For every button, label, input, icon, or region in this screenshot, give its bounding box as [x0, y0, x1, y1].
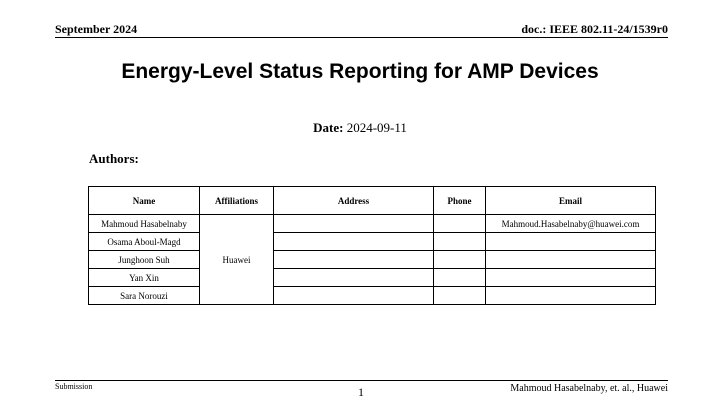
header-divider: [55, 37, 668, 38]
author-address: [274, 233, 434, 251]
column-header-affiliations: Affiliations: [200, 187, 274, 215]
author-affiliation: Huawei: [200, 215, 274, 305]
column-header-address: Address: [274, 187, 434, 215]
author-phone: [434, 251, 486, 269]
author-email: [486, 269, 656, 287]
author-email: [486, 287, 656, 305]
table-row: [89, 233, 656, 251]
page-number: 1: [358, 385, 364, 399]
author-name: Sara Norouzi: [89, 287, 200, 305]
author-address: [274, 269, 434, 287]
author-phone: [434, 215, 486, 233]
author-phone: [434, 269, 486, 287]
author-address: [274, 251, 434, 269]
table-row: [89, 287, 656, 305]
footer-divider: [55, 380, 668, 381]
column-header-phone: Phone: [434, 187, 486, 215]
header-date: September 2024: [55, 22, 138, 36]
authors-table: [88, 186, 656, 305]
author-address: [274, 215, 434, 233]
header-doc-id: doc.: IEEE 802.11-24/1539r0: [521, 22, 668, 36]
author-phone: [434, 287, 486, 305]
author-name: Osama Aboul-Magd: [89, 233, 200, 251]
column-header-email: Email: [486, 187, 656, 215]
table-row: [89, 251, 656, 269]
author-phone: [434, 233, 486, 251]
column-header-name: Name: [89, 187, 200, 215]
slide-title: Energy-Level Status Reporting for AMP Devices: [121, 60, 599, 83]
author-name: Mahmoud Hasabelnaby: [89, 215, 200, 233]
author-name: Yan Xin: [89, 269, 200, 287]
date-label: Date:: [313, 120, 344, 135]
date-line: [0, 120, 720, 136]
footer-submission: Submission: [55, 382, 93, 391]
table-header-row: [89, 187, 656, 215]
table-row: [89, 269, 656, 287]
author-email: Mahmoud.Hasabelnaby@huawei.com: [486, 215, 656, 233]
table-row: [89, 215, 656, 233]
date-value: 2024-09-11: [343, 120, 407, 135]
author-email: [486, 251, 656, 269]
author-name: Junghoon Suh: [89, 251, 200, 269]
author-address: [274, 287, 434, 305]
author-email: [486, 233, 656, 251]
authors-heading: Authors:: [89, 151, 139, 166]
footer-author: Mahmoud Hasabelnaby, et. al., Huawei: [510, 383, 668, 394]
